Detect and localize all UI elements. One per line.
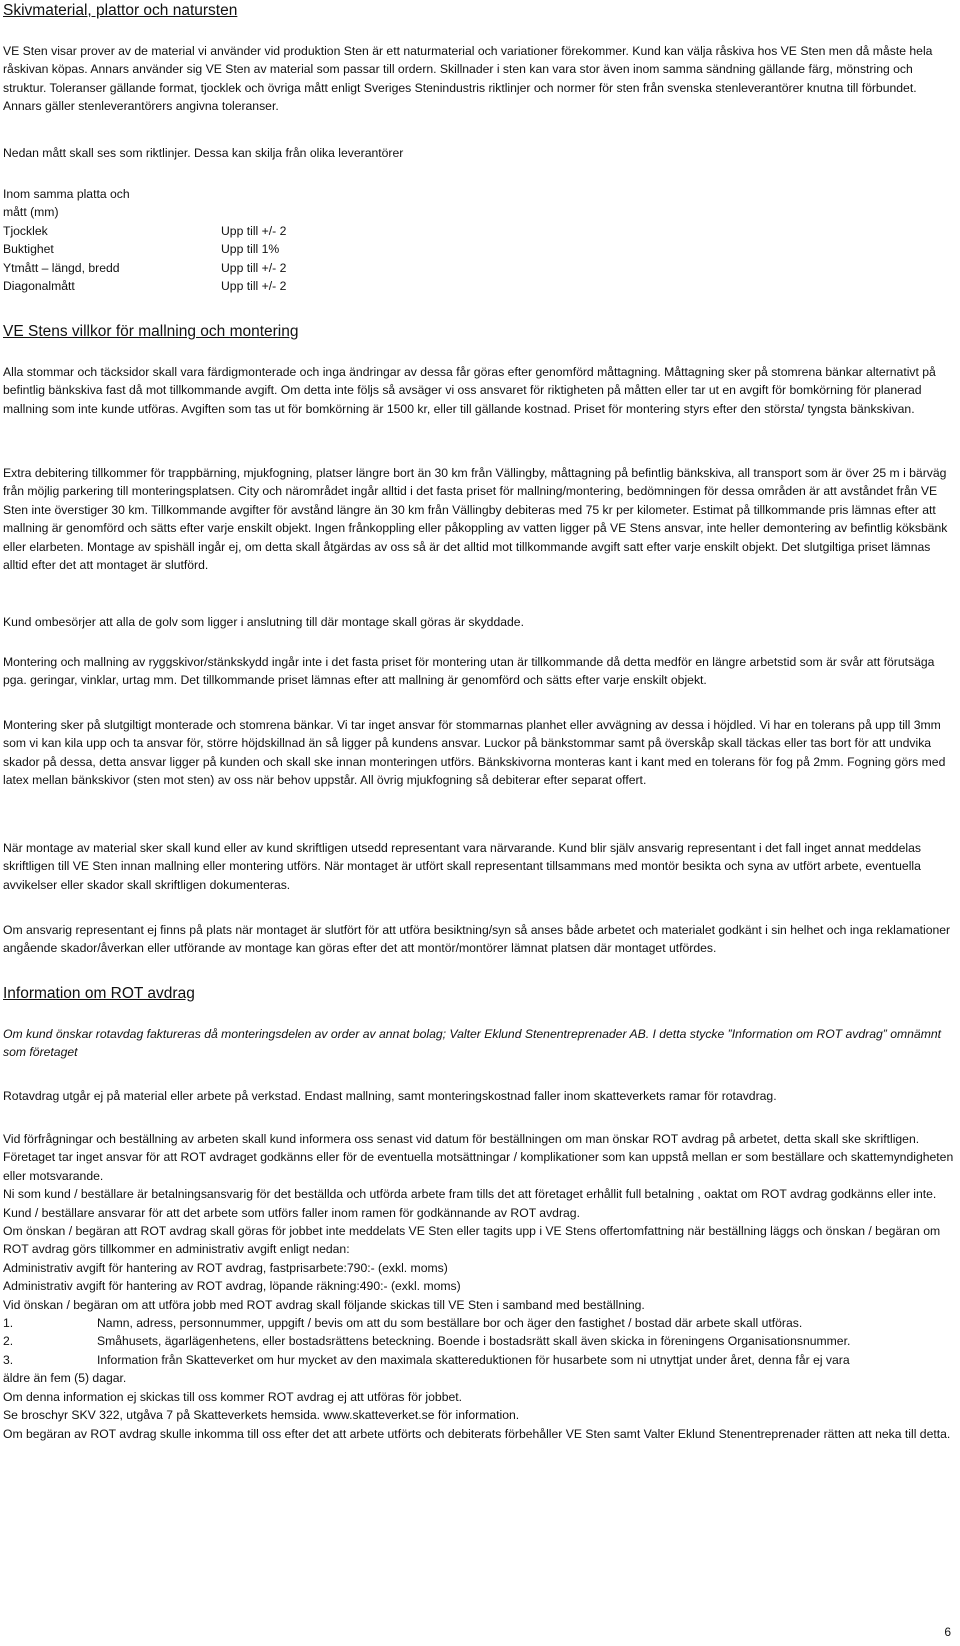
rot-item-text: Småhusets, ägarlägenhetens, eller bostadsrättens beteckning. Boende i bostadsrätt skall även skicka in föreningens Organisationsnummer. — [97, 1334, 851, 1349]
rot-block — [3, 1130, 957, 1443]
tolerance-row — [3, 222, 286, 240]
rot-numbered-item — [3, 1351, 957, 1369]
villkor-paragraph-7: Om ansvarig representant ej finns på plats när montaget är slutfört för att utföra besiktning/syn så anses både arbetet och materialet godkänt i sin helhet och inga reklamationer angående skador/åverkan eller utförande av montage kan göras efter det att montör/montörer lämnat platsen där montaget utfördes. — [3, 923, 951, 956]
rot-line-4: Om önskan / begäran att ROT avdrag skall göras för jobbet inte meddelats VE Sten eller tagits upp i VE Stens offertomfattning när beställning läggs och önskan / begäran om ROT avdrag görs tillkommer en administrativ avgift enligt nedan: — [3, 1224, 941, 1257]
heading-rot: Information om ROT avdrag — [3, 985, 195, 1002]
rot-numbered-item — [3, 1314, 957, 1332]
tolerance-table — [3, 185, 286, 295]
rot-line-6: Administrativ avgift för hantering av ROT avdrag, löpande räkning:490:- (exkl. moms) — [3, 1279, 461, 1294]
tolerance-value: Upp till +/- 2 — [221, 260, 287, 275]
rot-tail-2: Se broschyr SKV 322, utgåva 7 på Skatteverkets hemsida. www.skatteverket.se för information. — [3, 1408, 520, 1423]
tolerance-value: Upp till 1% — [221, 242, 280, 257]
villkor-paragraph-6: När montage av material sker skall kund eller av kund skriftligen utsedd representant vara närvarande. Kund blir själv ansvarig representant i det fall inget annat meddelas skriftligen till VE Sten innan mallning eller montering utförs. När montaget är utfört skall representant tillsammans med montör besikta och syna av utfört arbete, eventuella avvikelser eller skador skall skriftligen dokumenteras. — [3, 841, 921, 892]
rot-item-3-continuation: äldre än fem (5) dagar. — [3, 1371, 127, 1386]
intro-paragraph-1: VE Sten visar prover av de material vi använder vid produktion Sten är ett naturmaterial och variationer förekommer. Kund kan välja råskiva hos VE Sten men då måste hela råskivan köpas. Annars använder sig VE Sten av material som passar till ordern. Skillnader i sten kan vara stor även inom samma sändning gällande färg, mönstring och struktur. Toleranser gällande format, tjocklek och övriga mått enligt Sveriges Stenindustris riktlinjer och normer för sten från svenska stenleverantörer knutna till förbundet. Annars gäller stenleverantörers angivna toleranser. — [3, 44, 933, 114]
rot-item-number: 1. — [3, 1316, 14, 1331]
page-number: 6 — [944, 1625, 951, 1639]
rot-item-number: 2. — [3, 1334, 14, 1349]
rot-paragraph-1: Rotavdrag utgår ej på material eller arbete på verkstad. Endast mallning, samt monteringskostnad faller inom skatteverkets ramar för rotavdrag. — [3, 1089, 777, 1103]
rot-numbered-item — [3, 1332, 957, 1350]
villkor-paragraph-5: Montering sker på slutgiltigt monterade och stomrena bänkar. Vi tar inget ansvar för stommarnas planhet eller avvägning av dessa i höjdled. Vi har en tolerans på upp till 3mm som vi kan kila upp och ta ansvar för, större höjdskillnad än så ligger på kundens ansvar. Luckor på bänkstommar samt på överskåp skall täckas eller tas bort för att undvika skador på dessa, detta ansvar ligger på kunden och skall ske innan monteringen utförs. Bänkskivorna monteras kant i kant med en tolerans för fog på 2mm. Fogning görs med latex mellan bänkskivor (sten mot sten) av oss när behov uppstår. All övrig mjukfogning så debiterar efter separat offert. — [3, 718, 946, 788]
villkor-paragraph-3: Kund ombesörjer att alla de golv som ligger i anslutning till där montage skall göras är skyddade. — [3, 615, 524, 629]
heading-skivmaterial: Skivmaterial, plattor och natursten — [3, 2, 238, 19]
rot-tail-3: Om begäran av ROT avdrag skulle inkomma till oss efter det att arbete utförts och debiterats förbehåller VE Sten samt Valter Eklund Stenentreprenader rätten att neka till detta. — [3, 1426, 951, 1441]
rot-italic-intro: Om kund önskar rotavdag faktureras då monteringsdelen av order av annat bolag; Valter Eklund Stenentreprenader AB. I detta stycke ”Information om ROT avdrag” omnämnt som företaget — [3, 1027, 942, 1060]
villkor-paragraph-4: Montering och mallning av ryggskivor/stänkskydd ingår inte i det fasta priset för montering utan är tillkommande då detta medför en längre arbetstid som är svår att förutsäga pga. geringar, vinklar, urtag mm. Det tillkommande priset lämnas efter att mallning är genomförd och sätts efter varje enskilt objekt. — [3, 655, 935, 688]
rot-tail-1: Om denna information ej skickas till oss kommer ROT avdrag ej att utföras för jobbet. — [3, 1389, 463, 1404]
tolerance-value: Upp till +/- 2 — [221, 223, 287, 238]
villkor-paragraph-2: Extra debitering tillkommer för trappbärning, mjukfogning, platser längre bort än 30 km från Vällingby, måttagning på befintlig bänkskiva, all transport som är över 25 m i bärväg från möjlig parkering till monteringsplatsen. City och närområdet ingår alltid i det fasta priset för mallning/montering, bedömningen för dessa områden är att avståndet från VE Sten inte överstiger 30 km. Tillkommande avgifter för avstånd längre än 30 km från Vällingby debiteras med 75 kr per kilometer. Estimat på tillkommande pris lämnas efter att mallning är genomförd och sätts efter varje enskilt objekt. Ingen frånkoppling eller påkoppling av vatten ligger på VE Stens ansvar, inte heller demontering av befintlig köksbänk eller elarbeten. Montage av spishäll ingår ej, om detta skall åtgärdas av oss så är det alltid mot tillkommande avgift satt efter varje enskilt objekt. Det slutgiltiga priset lämnas alltid efter det att montaget är slutförd. — [3, 466, 948, 573]
rot-line-7: Vid önskan / begäran om att utföra jobb med ROT avdrag skall följande skickas till VE Sten i samband med beställning. — [3, 1297, 645, 1312]
rot-item-number: 3. — [3, 1352, 14, 1367]
rot-line-5: Administrativ avgift för hantering av ROT avdrag, fastprisarbete:790:- (exkl. moms) — [3, 1260, 448, 1275]
rot-line-3: Kund / beställare ansvarar för att det arbete som utförs faller inom ramen för godkännande av ROT avdrag. — [3, 1205, 580, 1220]
tolerance-row — [3, 240, 286, 258]
tolerance-row — [3, 277, 286, 295]
tolerance-header-line-1: Inom samma platta och — [3, 187, 130, 201]
tolerance-value: Upp till +/- 2 — [221, 279, 287, 294]
tolerance-header-line-2: mått (mm) — [3, 205, 59, 220]
rot-line-2: Ni som kund / beställare är betalningsansvarig för det beställda och utförda arbete fram tills det att företaget erhållit full betalning , oaktat om ROT avdrag godkänns eller inte. — [3, 1187, 937, 1202]
heading-villkor: VE Stens villkor för mallning och montering — [3, 323, 299, 340]
villkor-paragraph-1: Alla stommar och täcksidor skall vara färdigmonterade och inga ändringar av dessa får göras efter genomförd måttagning. Måttagning sker på stomrena bänkar alternativt på befintlig bänkskiva fast då mot tillkommande avgift. Om detta inte följs så avsäger vi oss ansvaret för riktigheten på måtten eller tar ut en avgift för bomkörning för planerad mallning som inte kunde utföras. Avgiften som tas ut för bomkörning är 1500 kr, eller till gällande kostnad. Priset för montering styrs efter den största/ tyngsta bänkskivan. — [3, 365, 936, 416]
tolerance-label: Tjocklek — [3, 223, 48, 238]
tolerance-label: Buktighet — [3, 242, 54, 257]
rot-line-1: Vid förfrågningar och beställning av arbeten skall kund informera oss senast vid datum för beställningen om man önskar ROT avdrag på arbetet, detta skall ske skriftligen. Företaget tar inget ansvar för att ROT avdraget godkänns eller för de eventuella motsättningar / komplikationer som kan uppstå mellan er som beställare och skattemyndigheten eller motsvarande. — [3, 1132, 954, 1183]
rot-item-text: Information från Skatteverket om hur mycket av den maximala skattereduktionen för husarbete som ni utnyttjat under året, denna får ej vara — [97, 1352, 850, 1367]
tolerance-label: Diagonalmått — [3, 279, 75, 294]
rot-item-text: Namn, adress, personnummer, uppgift / bevis om att du som beställare bor och äger den fastighet / bostad där arbete skall utföras. — [97, 1316, 803, 1331]
tolerance-label: Ytmått – längd, bredd — [3, 260, 120, 275]
intro-paragraph-2: Nedan mått skall ses som riktlinjer. Dessa kan skilja från olika leverantörer — [3, 146, 404, 160]
tolerance-row — [3, 259, 286, 277]
